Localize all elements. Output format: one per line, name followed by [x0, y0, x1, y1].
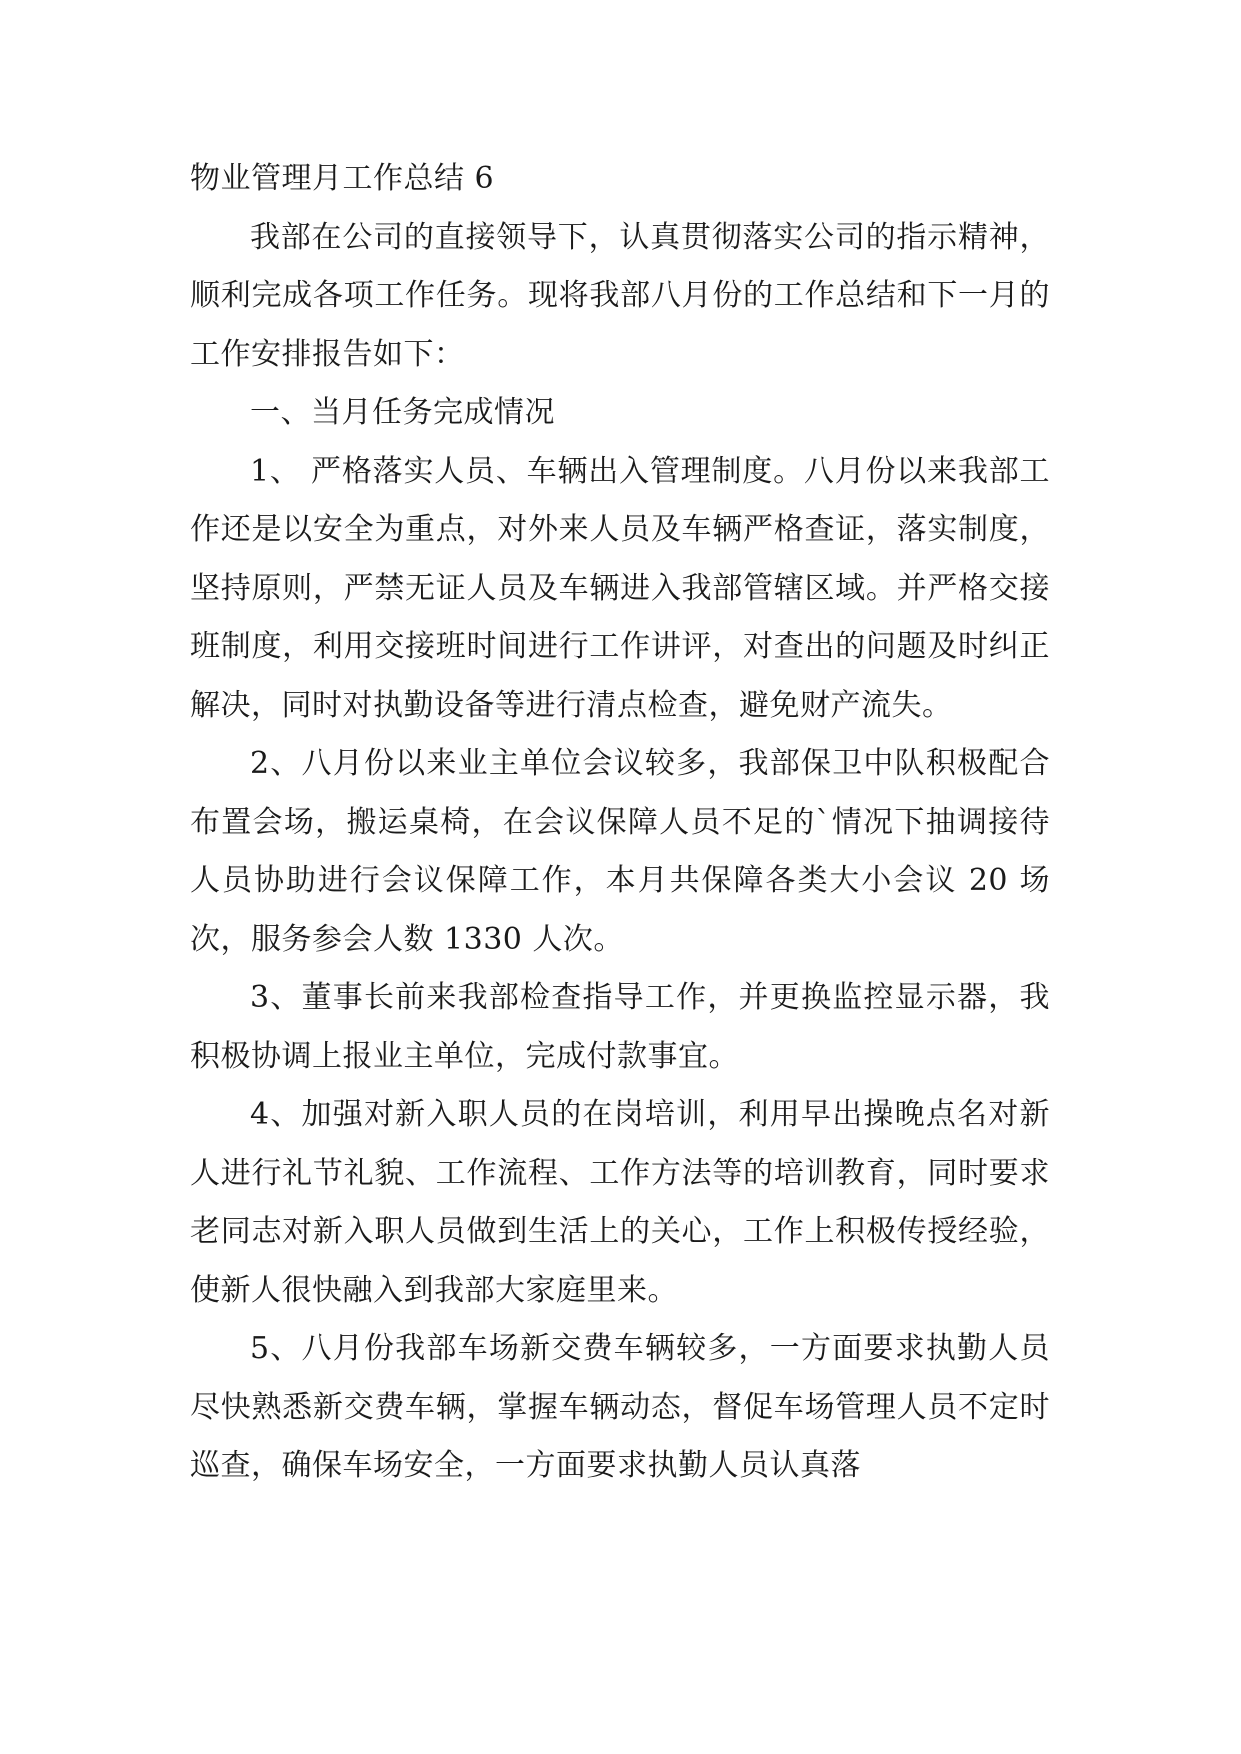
paragraph-intro: 我部在公司的直接领导下，认真贯彻落实公司的指示精神，顺利完成各项工作任务。现将我部八月份的工作总结和下一月的工作安排报告如下： [190, 219, 1050, 372]
paragraph-item-3: 3、董事长前来我部检查指导工作，并更换监控显示器，我积极协调上报业主单位，完成付款事宜。 [190, 980, 1050, 1074]
section-heading: 一、当月任务完成情况 [250, 395, 555, 430]
document-body [190, 150, 1050, 1496]
paragraph-item-5: 5、八月份我部车场新交费车辆较多，一方面要求执勤人员尽快熟悉新交费车辆，掌握车辆动态，督促车场管理人员不定时巡查，确保车场安全，一方面要求执勤人员认真落 [190, 1331, 1050, 1483]
paragraph-item-1: 1、 严格落实人员、车辆出入管理制度。八月份以来我部工作还是以安全为重点，对外来人员及车辆严格查证，落实制度，坚持原则，严禁无证人员及车辆进入我部管辖区域。并严格交接班制度，利用交接班时间进行工作讲评，对查出的问题及时纠正解决，同时对执勤设备等进行清点检查，避免财产流失。 [190, 453, 1050, 723]
document-title: 物业管理月工作总结 6 [190, 161, 495, 196]
paragraph-item-2: 2、八月份以来业主单位会议较多，我部保卫中队积极配合布置会场，搬运桌椅，在会议保障人员不足的`情况下抽调接待人员协助进行会议保障工作，本月共保障各类大小会议 20 场次，服务参会人数 1330 人次。 [190, 746, 1050, 957]
paragraph-item-4: 4、加强对新入职人员的在岗培训，利用早出操晚点名对新人进行礼节礼貌、工作流程、工作方法等的培训教育，同时要求老同志对新入职人员做到生活上的关心，工作上积极传授经验，使新人很快融入到我部大家庭里来。 [190, 1097, 1050, 1308]
